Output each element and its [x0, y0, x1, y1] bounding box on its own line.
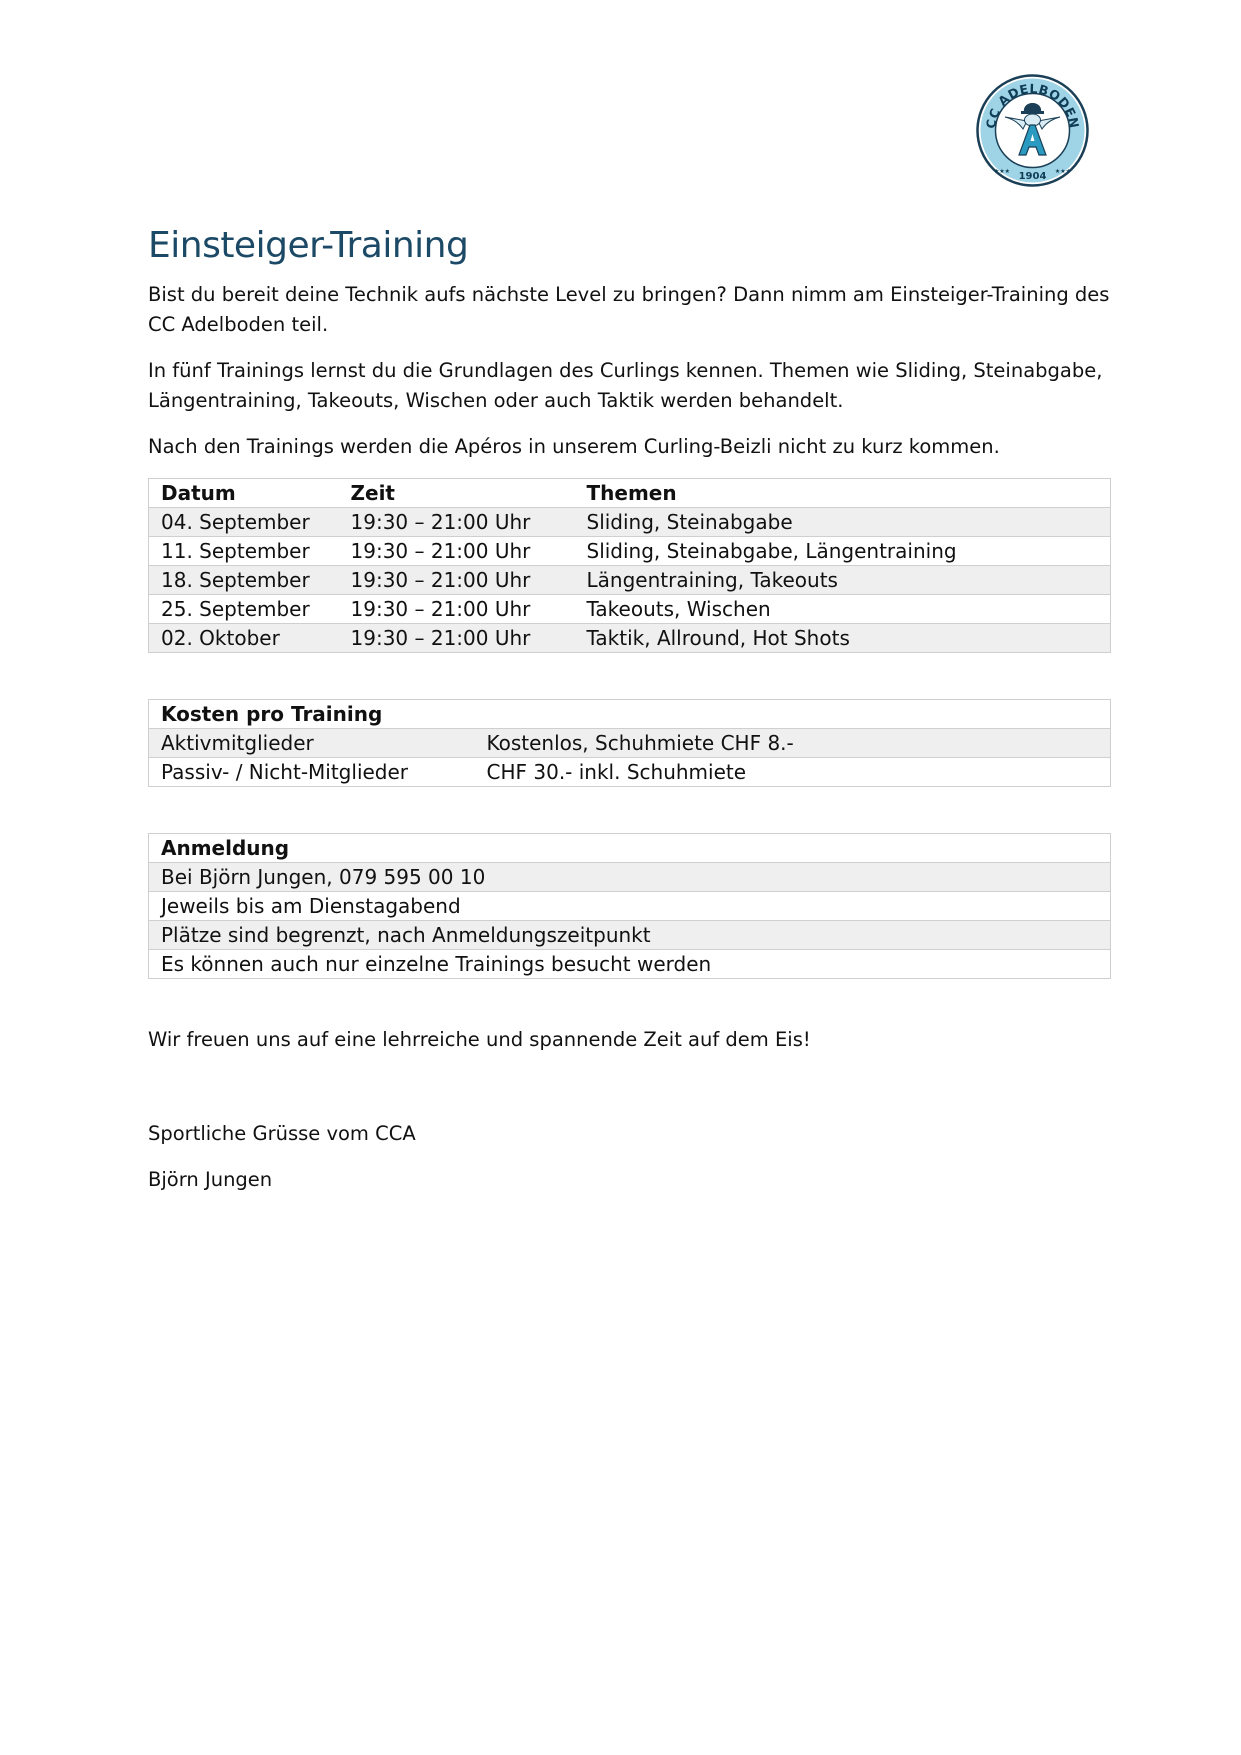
signature: Björn Jungen	[148, 1168, 273, 1191]
page-title: Einsteiger-Training	[148, 225, 469, 266]
table-cell-time: 19:30 – 21:00 Uhr	[339, 595, 575, 624]
logo-stars-right: ★★★	[1054, 168, 1072, 175]
table-cell-member-type: Aktivmitglieder	[149, 729, 475, 758]
club-logo	[975, 73, 1090, 188]
logo-stars-left: ★★★	[993, 168, 1011, 175]
table-row	[149, 892, 1111, 921]
costs-header: Kosten pro Training	[149, 700, 1111, 729]
document-body	[148, 225, 1113, 1195]
column-header-topics: Themen	[575, 479, 1111, 508]
table-cell-topics: Sliding, Steinabgabe, Längentraining	[575, 537, 1111, 566]
table-cell-time: 19:30 – 21:00 Uhr	[339, 624, 575, 653]
table-cell-price: CHF 30.- inkl. Schuhmiete	[475, 758, 1111, 787]
signup-table	[148, 833, 1111, 979]
table-header-row	[149, 479, 1111, 508]
signup-header: Anmeldung	[149, 834, 1111, 863]
logo-year: 1904	[1018, 171, 1047, 182]
schedule-table	[148, 478, 1111, 653]
table-cell-topics: Taktik, Allround, Hot Shots	[575, 624, 1111, 653]
table-row	[149, 950, 1111, 979]
column-header-date: Datum	[149, 479, 339, 508]
table-row	[149, 729, 1111, 758]
table-cell-signup-info: Bei Björn Jungen, 079 595 00 10	[149, 863, 1111, 892]
table-cell-signup-info: Es können auch nur einzelne Trainings besucht werden	[149, 950, 1111, 979]
closing-message: Wir freuen uns auf eine lehrreiche und spannende Zeit auf dem Eis!	[148, 1028, 811, 1051]
table-row	[149, 863, 1111, 892]
intro-paragraph-3: Nach den Trainings werden die Apéros in unserem Curling-Beizli nicht zu kurz kommen.	[148, 435, 1000, 458]
table-row	[149, 758, 1111, 787]
table-row	[149, 624, 1111, 653]
table-cell-topics: Sliding, Steinabgabe	[575, 508, 1111, 537]
table-cell-date: 02. Oktober	[149, 624, 339, 653]
table-header-row	[149, 834, 1111, 863]
table-cell-signup-info: Jeweils bis am Dienstagabend	[149, 892, 1111, 921]
table-row	[149, 537, 1111, 566]
costs-table	[148, 699, 1111, 787]
table-cell-member-type: Passiv- / Nicht-Mitglieder	[149, 758, 475, 787]
table-cell-signup-info: Plätze sind begrenzt, nach Anmeldungszeitpunkt	[149, 921, 1111, 950]
table-cell-topics: Takeouts, Wischen	[575, 595, 1111, 624]
table-cell-date: 18. September	[149, 566, 339, 595]
intro-paragraph-1: Bist du bereit deine Technik aufs nächste Level zu bringen? Dann nimm am Einsteiger-Training des CC Adelboden teil.	[148, 283, 1110, 336]
table-cell-date: 25. September	[149, 595, 339, 624]
closing-greeting: Sportliche Grüsse vom CCA	[148, 1122, 416, 1145]
table-row	[149, 595, 1111, 624]
column-header-time: Zeit	[339, 479, 575, 508]
intro-paragraph-2: In fünf Trainings lernst du die Grundlagen des Curlings kennen. Themen wie Sliding, Steinabgabe, Längentraining, Takeouts, Wischen oder auch Taktik werden behandelt.	[148, 359, 1103, 412]
table-cell-time: 19:30 – 21:00 Uhr	[339, 566, 575, 595]
table-cell-time: 19:30 – 21:00 Uhr	[339, 508, 575, 537]
table-row	[149, 566, 1111, 595]
table-cell-price: Kostenlos, Schuhmiete CHF 8.-	[475, 729, 1111, 758]
table-row	[149, 921, 1111, 950]
logo-club-name: CC ADELBODEN	[982, 80, 1083, 130]
table-cell-time: 19:30 – 21:00 Uhr	[339, 537, 575, 566]
table-header-row	[149, 700, 1111, 729]
table-row	[149, 508, 1111, 537]
table-cell-date: 11. September	[149, 537, 339, 566]
table-cell-date: 04. September	[149, 508, 339, 537]
table-cell-topics: Längentraining, Takeouts	[575, 566, 1111, 595]
